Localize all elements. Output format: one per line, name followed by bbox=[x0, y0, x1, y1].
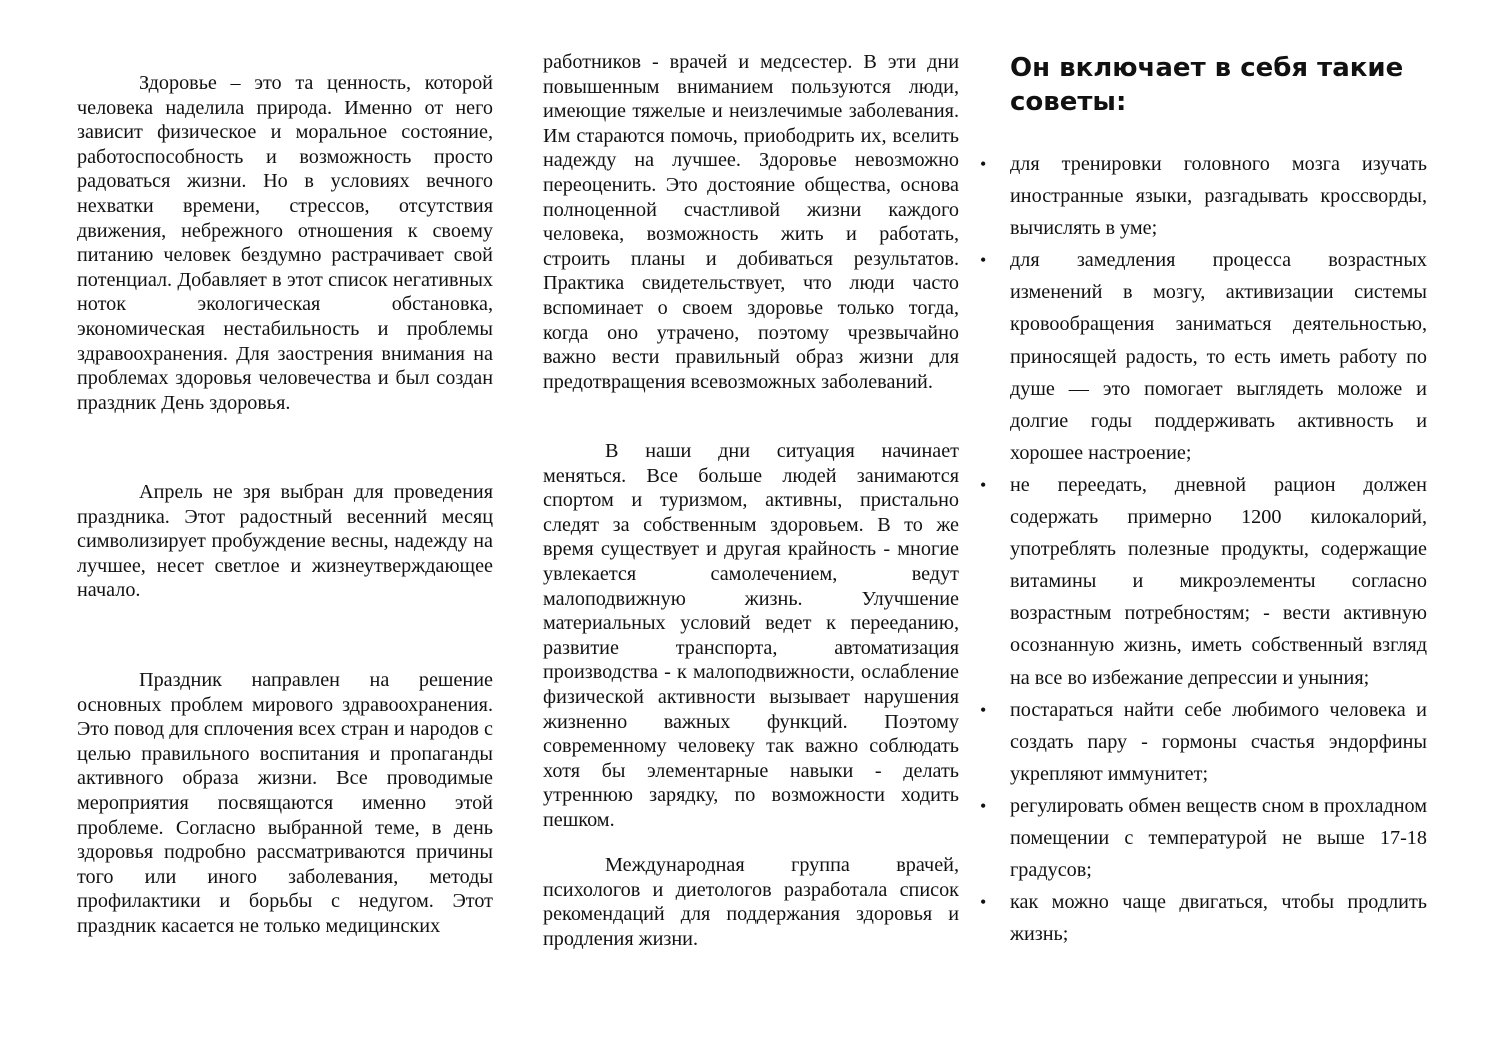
paragraph-holiday-purpose: Праздник направлен на решение основных проблем мирового здравоохранения. Это повод для сплочения всех стран и народов с целью правильного воспитания и пропаганды активного образа жизни. Все проводимые мероприятия посвящаются именно этой проблеме. Согласно выбранной теме, в день здоровья подробно рассматриваются причины того или иного заболевания, методы профилактики и борьбы с недугом. Этот праздник касается не только медицинских bbox=[77, 669, 493, 937]
bullet-icon: • bbox=[980, 250, 987, 271]
list-item: • не переедать, дневной рацион должен содержать примерно 1200 килокалорий, употреблять полезные продукты, содержащие витамины и микроэлементы согласно возрастным потребностям; - вести активную осознанную жизнь, иметь собственный взгляд на все во избежание депрессии и уныния; bbox=[1010, 469, 1427, 694]
paragraph-health-value: Здоровье – это та ценность, которой человека наделила природа. Именно от него зависит физическое и моральное состояние, работоспособность и возможность просто радоваться жизни. Но в условиях вечного нехватки времени, стрессов, отсутствия движения, небрежного отношения к своему питанию человек бездумно растрачивает свой потенциал. Добавляет в этот список негативных ноток экологическая обстановка, экономическая нестабильность и проблемы здравоохранения. Для заострения внимания на проблемах здоровья человечества и был создан праздник День здоровья. bbox=[77, 72, 493, 414]
bullet-icon: • bbox=[980, 795, 987, 816]
paragraph-situation-changing: В наши дни ситуация начинает меняться. Все больше людей занимаются спортом и туризмом, активны, пристально следят за собственным здоровьем. В то же время существует и другая крайность - многие увлекается самолечением, ведут малоподвижную жизнь. Улучшение материальных условий ведет к перееданию, развитие транспорта, автоматизация производства - к малоподвижности, ослабление физической активности вызывает нарушения жизненно важных функций. Поэтому современному человеку так важно соблюдать хотя бы элементарные навыки - делать утреннюю зарядку, по возможности ходить пешком. bbox=[543, 440, 959, 831]
list-item: • для замедления процесса возрастных изменений в мозгу, активизации системы кровообращения заниматься деятельностью, приносящей радость, то есть иметь работу по душе — это помогает выглядеть моложе и долгие годы поддерживать активность и хорошее настроение; bbox=[1010, 244, 1427, 469]
list-item: • регулировать обмен веществ сном в прохладном помещении с температурой не выше 17-18 градусов; bbox=[1010, 790, 1427, 886]
list-item: • для тренировки головного мозга изучать иностранные языки, разгадывать кроссворды, вычислять в уме; bbox=[1010, 148, 1427, 244]
bullet-icon: • bbox=[980, 474, 987, 495]
list-item: • как можно чаще двигаться, чтобы продлить жизнь; bbox=[1010, 886, 1427, 950]
bullet-icon: • bbox=[980, 892, 987, 913]
tips-heading: Он включает в себя такие советы: bbox=[1010, 53, 1404, 117]
tips-list bbox=[980, 148, 1427, 950]
bullet-icon: • bbox=[980, 699, 987, 720]
list-item: • постараться найти себе любимого человека и создать пару - гормоны счастья эндорфины укрепляют иммунитет; bbox=[1010, 694, 1427, 790]
paragraph-april: Апрель не зря выбран для проведения праздника. Этот радостный весенний месяц символизирует пробуждение весны, надежду на лучшее, несет светлое и жизнеутверждающее начало. bbox=[77, 481, 493, 602]
paragraph-recommendations: Международная группа врачей, психологов и диетологов разработала список рекомендаций для поддержания здоровья и продления жизни. bbox=[543, 854, 959, 950]
paragraph-medical-workers: работников - врачей и медсестер. В эти дни повышенным вниманием пользуются люди, имеющие тяжелые и неизлечимые заболевания. Им стараются помочь, приободрить их, вселить надежду на лучшее. Здоровье невозможно переоценить. Это достояние общества, основа полноценной счастливой жизни каждого человека, возможность жить и работать, строить планы и добиваться результатов. Практика свидетельствует, что люди часто вспоминает о своем здоровье только тогда, когда оно утрачено, поэтому чрезвычайно важно вести правильный образ жизни для предотвращения всевозможных заболеваний. bbox=[543, 51, 959, 393]
bullet-icon: • bbox=[980, 154, 987, 174]
